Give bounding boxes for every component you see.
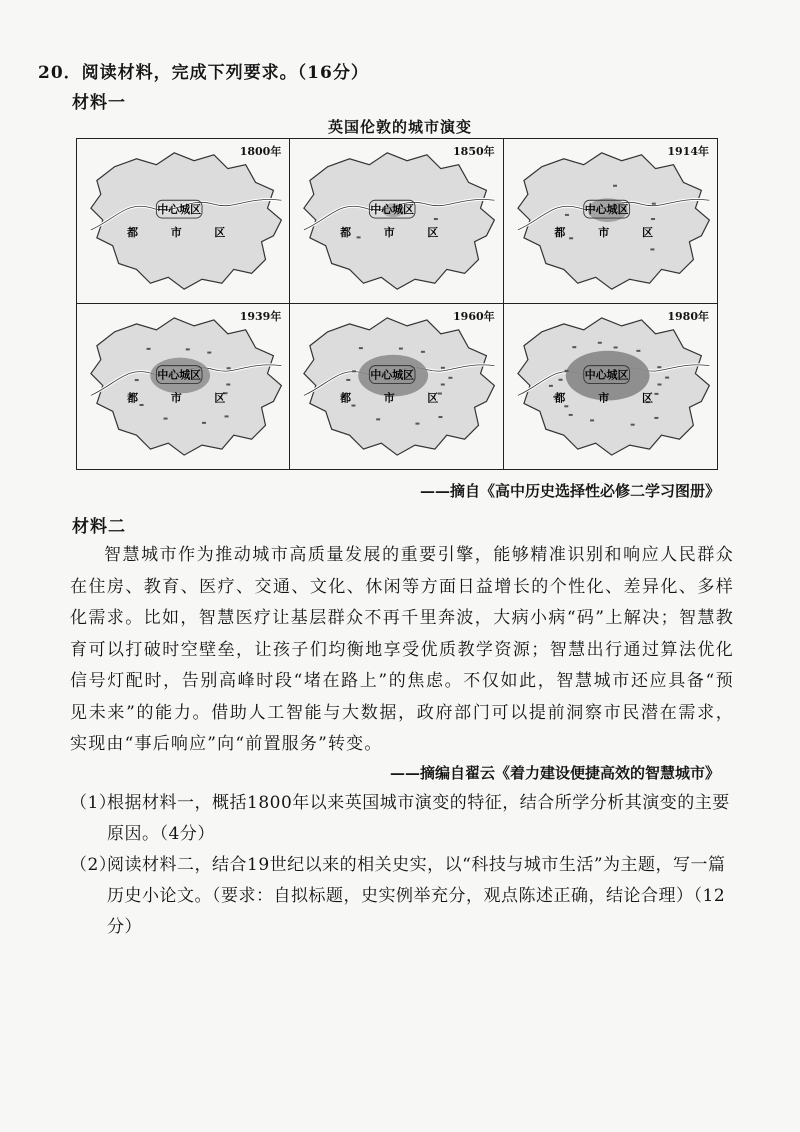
material2-label: 材料二 bbox=[72, 517, 126, 537]
center-district-label: 中心城区 bbox=[584, 368, 629, 382]
metro-area-label: 区 bbox=[427, 391, 439, 405]
suburb-patch bbox=[657, 384, 661, 386]
map-year: 1800年 bbox=[239, 145, 282, 158]
suburb-patch bbox=[226, 384, 230, 386]
figure-title: 英国伦敦的城市演变 bbox=[327, 118, 472, 136]
county-outline bbox=[91, 153, 282, 289]
suburb-patch bbox=[651, 203, 655, 205]
map-year: 1939年 bbox=[239, 310, 282, 323]
suburb-patch bbox=[225, 415, 229, 417]
subquestion-2 bbox=[70, 850, 738, 943]
suburb-patch bbox=[186, 348, 190, 350]
metro-area-label: 都 bbox=[554, 225, 565, 239]
material1-label: 材料一 bbox=[72, 93, 126, 113]
suburb-patch bbox=[565, 214, 569, 216]
map-panel-1800 bbox=[77, 139, 290, 304]
center-district-label: 中心城区 bbox=[584, 203, 629, 217]
map-panel-1960 bbox=[290, 304, 503, 469]
suburb-patch bbox=[564, 405, 568, 407]
suburb-patch bbox=[434, 218, 438, 220]
material2-paragraph: 智慧城市作为推动城市高质量发展的重要引擎，能够精准识别和响应人民群众在住房、教育、医疗、交通、文化、休闲等方面日益增长的个性化、差异化、多样化需求。比如，智慧医疗让基层群众不再千里奔波，大病小病“码”上解决；智慧教育可以打破时空壁垒，让孩子们均衡地享受优质教学资源；智慧出行通过算法优化信号灯配时，告别高峰时段“堵在路上”的焦虑。不仅如此，智慧城市还应具备“预见未来”的能力。借助人工智能与大数据，政府部门可以提前洞察市民潜在需求，实现由“事后响应”向“前置服务”转变。 bbox=[70, 545, 734, 754]
metro-area-label: 市 bbox=[597, 391, 609, 405]
suburb-patch bbox=[613, 185, 617, 187]
map-year: 1980年 bbox=[667, 310, 709, 323]
map-year: 1850年 bbox=[453, 145, 495, 158]
suburb-patch bbox=[421, 351, 425, 353]
suburb-patch bbox=[352, 370, 356, 372]
metro-area-label: 区 bbox=[641, 391, 653, 405]
suburb-patch bbox=[347, 379, 351, 381]
suburb-patch bbox=[227, 367, 231, 369]
map-panel-1914 bbox=[504, 139, 717, 304]
suburb-patch bbox=[630, 424, 634, 426]
metro-area-label: 都 bbox=[127, 225, 139, 239]
suburb-patch bbox=[164, 418, 168, 420]
center-district-label: 中心城区 bbox=[370, 203, 415, 217]
map-svg bbox=[290, 139, 502, 303]
center-district-label: 中心城区 bbox=[157, 368, 201, 382]
question-title: 20．阅读材料，完成下列要求。（16分） bbox=[38, 63, 369, 83]
suburb-patch bbox=[650, 248, 654, 250]
subquestion-text: 阅读材料二，结合19世纪以来的相关史实，以“科技与城市生活”为主题，写一篇历史小论文。（要求：自拟标题，史实例举充分，观点陈述正确，结论合理）（12分） bbox=[107, 855, 726, 937]
metro-area-label: 区 bbox=[214, 225, 226, 239]
metro-area-label: 区 bbox=[214, 391, 226, 405]
suburb-patch bbox=[564, 370, 568, 372]
metro-area-label: 市 bbox=[170, 225, 182, 239]
suburb-patch bbox=[449, 377, 453, 379]
suburb-patch bbox=[665, 377, 669, 379]
suburb-patch bbox=[657, 366, 661, 368]
subquestion-number: （2） bbox=[70, 855, 117, 875]
suburb-patch bbox=[654, 393, 658, 395]
map-svg bbox=[77, 139, 289, 303]
suburb-patch bbox=[399, 348, 403, 350]
suburb-patch bbox=[441, 384, 445, 386]
suburb-patch bbox=[636, 350, 640, 352]
suburb-patch bbox=[549, 385, 553, 387]
metro-area-label: 市 bbox=[597, 225, 609, 239]
suburb-patch bbox=[590, 419, 594, 421]
subquestion-number: （1） bbox=[70, 793, 117, 813]
map-svg bbox=[77, 304, 289, 469]
map-panel-1850 bbox=[290, 139, 503, 304]
suburb-patch bbox=[441, 367, 445, 369]
county-outline bbox=[304, 153, 495, 289]
suburb-patch bbox=[207, 352, 211, 354]
material1-source: ——摘自《高中历史选择性必修二学习图册》 bbox=[419, 482, 720, 500]
suburb-patch bbox=[147, 348, 151, 350]
suburb-patch bbox=[597, 342, 601, 344]
map-year: 1960年 bbox=[453, 310, 495, 323]
suburb-patch bbox=[377, 418, 381, 420]
metro-area-label: 市 bbox=[170, 391, 182, 405]
suburb-patch bbox=[416, 423, 420, 425]
suburb-patch bbox=[558, 379, 562, 381]
map-year: 1914年 bbox=[667, 145, 709, 158]
suburb-patch bbox=[651, 218, 655, 220]
map-svg bbox=[290, 304, 502, 469]
suburb-patch bbox=[569, 237, 573, 239]
suburb-patch bbox=[140, 404, 144, 406]
metro-area-label: 区 bbox=[641, 225, 653, 239]
suburb-patch bbox=[568, 414, 572, 416]
metro-area-label: 都 bbox=[340, 391, 352, 405]
suburb-patch bbox=[438, 393, 442, 395]
center-district-label: 中心城区 bbox=[157, 203, 201, 217]
suburb-patch bbox=[572, 346, 576, 348]
map-svg bbox=[504, 139, 717, 303]
metro-area-label: 都 bbox=[554, 391, 565, 405]
suburb-patch bbox=[613, 346, 617, 348]
center-district-label: 中心城区 bbox=[370, 368, 415, 382]
suburb-patch bbox=[135, 379, 139, 381]
suburb-patch bbox=[357, 236, 361, 238]
subquestion-1 bbox=[70, 788, 738, 850]
suburb-patch bbox=[202, 422, 206, 424]
metro-area-label: 都 bbox=[340, 225, 352, 239]
map-panel-1980 bbox=[504, 304, 717, 469]
metro-area-label: 市 bbox=[384, 391, 395, 405]
metro-area-label: 区 bbox=[427, 225, 439, 239]
map-svg bbox=[504, 304, 717, 469]
suburb-patch bbox=[352, 405, 356, 407]
map-panel-1939 bbox=[77, 304, 290, 469]
map-grid bbox=[76, 138, 718, 470]
suburb-patch bbox=[359, 347, 363, 349]
metro-area-label: 市 bbox=[384, 225, 395, 239]
suburb-patch bbox=[439, 416, 443, 418]
subquestion-text: 根据材料一，概括1800年以来英国城市演变的特征，结合所学分析其演变的主要原因。（4分） bbox=[107, 793, 730, 844]
material2-source: ——摘编自翟云《着力建设便捷高效的智慧城市》 bbox=[389, 764, 720, 782]
metro-area-label: 都 bbox=[127, 391, 139, 405]
suburb-patch bbox=[654, 417, 658, 419]
